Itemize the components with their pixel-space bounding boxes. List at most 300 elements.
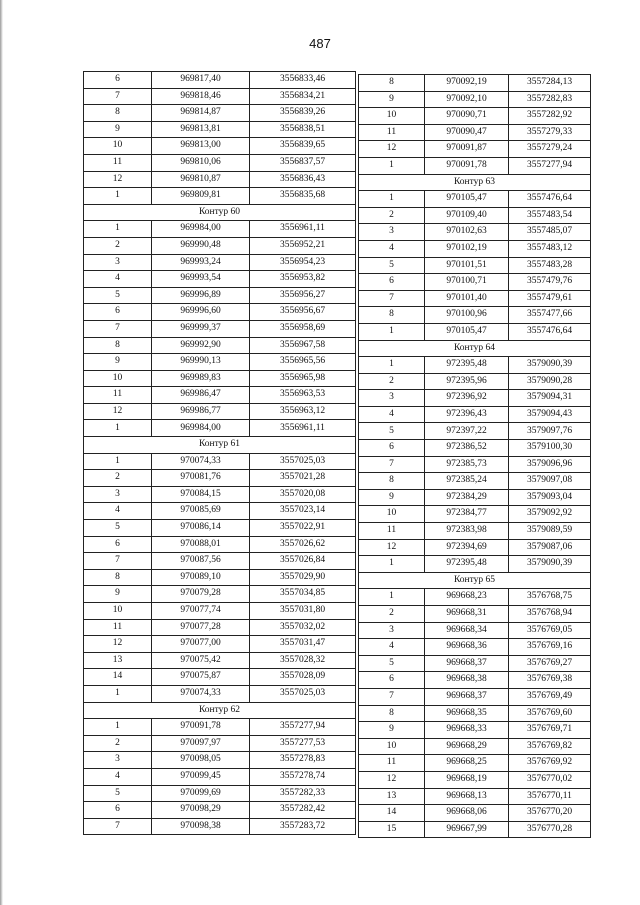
table-row (359, 606, 591, 623)
y-coordinate: 3557282,42 (250, 802, 356, 819)
x-coordinate: 970077,28 (152, 619, 250, 636)
table-row (84, 818, 356, 835)
x-coordinate: 970081,76 (152, 470, 250, 487)
table-row (84, 88, 356, 105)
point-number: 5 (359, 257, 425, 274)
table-row (359, 672, 591, 689)
y-coordinate: 3556838,51 (250, 121, 356, 138)
x-coordinate: 969996,60 (152, 304, 250, 321)
coordinates-table-right-body (359, 75, 591, 838)
table-row (84, 536, 356, 553)
x-coordinate: 969817,40 (152, 72, 250, 89)
table-row (84, 387, 356, 404)
point-number: 1 (359, 556, 425, 573)
x-coordinate: 969984,00 (152, 420, 250, 437)
y-coordinate: 3556961,11 (250, 221, 356, 238)
contour-header-row (84, 204, 356, 221)
table-row (359, 473, 591, 490)
y-coordinate: 3557025,03 (250, 685, 356, 702)
point-number: 6 (359, 274, 425, 291)
y-coordinate: 3557031,80 (250, 603, 356, 620)
point-number: 2 (84, 470, 152, 487)
x-coordinate: 970085,69 (152, 503, 250, 520)
y-coordinate: 3579094,43 (509, 406, 591, 423)
y-coordinate: 3557025,03 (250, 453, 356, 470)
table-row (84, 685, 356, 702)
y-coordinate: 3556837,57 (250, 154, 356, 171)
x-coordinate: 972385,73 (425, 456, 509, 473)
point-number: 3 (359, 224, 425, 241)
point-number: 1 (359, 323, 425, 340)
coordinates-table-left-body (84, 72, 356, 835)
point-number: 2 (359, 207, 425, 224)
point-number: 6 (359, 672, 425, 689)
x-coordinate: 970101,51 (425, 257, 509, 274)
y-coordinate: 3556965,56 (250, 354, 356, 371)
y-coordinate: 3556954,23 (250, 254, 356, 271)
contour-title: Контур 60 (84, 204, 356, 221)
table-row (84, 188, 356, 205)
x-coordinate: 969992,90 (152, 337, 250, 354)
table-row (84, 752, 356, 769)
y-coordinate: 3556839,65 (250, 138, 356, 155)
x-coordinate: 969668,36 (425, 639, 509, 656)
y-coordinate: 3557028,32 (250, 652, 356, 669)
table-row (359, 323, 591, 340)
table-row (359, 771, 591, 788)
x-coordinate: 969668,25 (425, 755, 509, 772)
table-row (359, 423, 591, 440)
y-coordinate: 3556839,26 (250, 105, 356, 122)
x-coordinate: 970092,10 (425, 91, 509, 108)
y-coordinate: 3556961,11 (250, 420, 356, 437)
x-coordinate: 970098,38 (152, 818, 250, 835)
contour-header-row (84, 702, 356, 719)
table-row (359, 257, 591, 274)
y-coordinate: 3557278,74 (250, 768, 356, 785)
x-coordinate: 972395,96 (425, 373, 509, 390)
y-coordinate: 3556836,43 (250, 171, 356, 188)
point-number: 2 (359, 606, 425, 623)
x-coordinate: 970092,19 (425, 75, 509, 92)
point-number: 13 (84, 652, 152, 669)
x-coordinate: 969818,46 (152, 88, 250, 105)
x-coordinate: 969668,06 (425, 805, 509, 822)
table-row (84, 105, 356, 122)
point-number: 12 (84, 403, 152, 420)
table-row (84, 669, 356, 686)
x-coordinate: 972386,52 (425, 440, 509, 457)
table-row (359, 622, 591, 639)
table-row (84, 337, 356, 354)
table-row (359, 821, 591, 838)
point-number: 3 (359, 622, 425, 639)
x-coordinate: 969668,37 (425, 655, 509, 672)
x-coordinate: 969668,23 (425, 589, 509, 606)
table-row (84, 453, 356, 470)
x-coordinate: 970074,33 (152, 685, 250, 702)
point-number: 1 (359, 157, 425, 174)
x-coordinate: 972384,77 (425, 506, 509, 523)
table-row (84, 154, 356, 171)
y-coordinate: 3556963,53 (250, 387, 356, 404)
y-coordinate: 3557029,90 (250, 569, 356, 586)
x-coordinate: 970077,00 (152, 636, 250, 653)
table-row (359, 589, 591, 606)
y-coordinate: 3579100,30 (509, 440, 591, 457)
point-number: 5 (359, 423, 425, 440)
table-row (84, 271, 356, 288)
table-row (84, 470, 356, 487)
y-coordinate: 3576770,28 (509, 821, 591, 838)
table-row (359, 373, 591, 390)
contour-header-row (359, 572, 591, 589)
point-number: 1 (84, 188, 152, 205)
table-row (84, 636, 356, 653)
y-coordinate: 3556956,67 (250, 304, 356, 321)
x-coordinate: 970086,14 (152, 520, 250, 537)
y-coordinate: 3576769,27 (509, 655, 591, 672)
table-row (84, 221, 356, 238)
table-row (84, 72, 356, 89)
point-number: 7 (84, 553, 152, 570)
y-coordinate: 3557026,84 (250, 553, 356, 570)
x-coordinate: 969668,35 (425, 705, 509, 722)
point-number: 8 (359, 75, 425, 92)
table-row (359, 639, 591, 656)
y-coordinate: 3557483,28 (509, 257, 591, 274)
table-row (359, 755, 591, 772)
point-number: 4 (359, 639, 425, 656)
y-coordinate: 3557278,83 (250, 752, 356, 769)
y-coordinate: 3576769,05 (509, 622, 591, 639)
table-row (359, 556, 591, 573)
scan-edge-shadow (0, 0, 3, 905)
point-number: 1 (84, 453, 152, 470)
y-coordinate: 3556965,98 (250, 370, 356, 387)
point-number: 6 (84, 802, 152, 819)
point-number: 9 (359, 91, 425, 108)
table-row (84, 768, 356, 785)
point-number: 8 (359, 307, 425, 324)
x-coordinate: 969813,00 (152, 138, 250, 155)
table-row (359, 440, 591, 457)
point-number: 11 (359, 755, 425, 772)
table-row (84, 553, 356, 570)
point-number: 2 (359, 373, 425, 390)
point-number: 7 (359, 290, 425, 307)
x-coordinate: 970090,47 (425, 124, 509, 141)
x-coordinate: 969810,87 (152, 171, 250, 188)
x-coordinate: 969668,31 (425, 606, 509, 623)
coordinates-table-left (83, 71, 356, 835)
y-coordinate: 3557277,94 (250, 719, 356, 736)
y-coordinate: 3556952,21 (250, 237, 356, 254)
table-row (359, 75, 591, 92)
y-coordinate: 3579090,28 (509, 373, 591, 390)
y-coordinate: 3576769,16 (509, 639, 591, 656)
table-row (84, 802, 356, 819)
y-coordinate: 3576770,20 (509, 805, 591, 822)
contour-title: Контур 62 (84, 702, 356, 719)
x-coordinate: 969668,19 (425, 771, 509, 788)
point-number: 9 (84, 354, 152, 371)
table-row (359, 805, 591, 822)
point-number: 13 (359, 788, 425, 805)
y-coordinate: 3557479,76 (509, 274, 591, 291)
x-coordinate: 969993,54 (152, 271, 250, 288)
point-number: 4 (84, 768, 152, 785)
point-number: 10 (359, 738, 425, 755)
y-coordinate: 3579096,96 (509, 456, 591, 473)
x-coordinate: 972395,48 (425, 556, 509, 573)
point-number: 12 (359, 539, 425, 556)
coordinates-table-right (358, 74, 591, 838)
x-coordinate: 969668,34 (425, 622, 509, 639)
table-row (359, 539, 591, 556)
table-row (359, 489, 591, 506)
table-row (84, 171, 356, 188)
x-coordinate: 969667,99 (425, 821, 509, 838)
x-coordinate: 969813,81 (152, 121, 250, 138)
table-row (359, 191, 591, 208)
point-number: 5 (359, 655, 425, 672)
x-coordinate: 970105,47 (425, 323, 509, 340)
x-coordinate: 969999,37 (152, 320, 250, 337)
table-row (84, 403, 356, 420)
y-coordinate: 3557485,07 (509, 224, 591, 241)
point-number: 6 (359, 440, 425, 457)
point-number: 8 (84, 105, 152, 122)
point-number: 10 (359, 108, 425, 125)
y-coordinate: 3556963,12 (250, 403, 356, 420)
x-coordinate: 969668,37 (425, 688, 509, 705)
point-number: 8 (359, 473, 425, 490)
table-row (84, 719, 356, 736)
table-row (359, 124, 591, 141)
x-coordinate: 969668,33 (425, 722, 509, 739)
x-coordinate: 972397,22 (425, 423, 509, 440)
x-coordinate: 970075,42 (152, 652, 250, 669)
table-row (359, 357, 591, 374)
point-number: 5 (84, 287, 152, 304)
table-row (359, 688, 591, 705)
x-coordinate: 970105,47 (425, 191, 509, 208)
y-coordinate: 3557282,92 (509, 108, 591, 125)
x-coordinate: 970077,74 (152, 603, 250, 620)
y-coordinate: 3576769,71 (509, 722, 591, 739)
point-number: 11 (84, 154, 152, 171)
table-row (84, 237, 356, 254)
x-coordinate: 970102,19 (425, 240, 509, 257)
contour-title: Контур 65 (359, 572, 591, 589)
point-number: 10 (84, 370, 152, 387)
x-coordinate: 970088,01 (152, 536, 250, 553)
x-coordinate: 970075,87 (152, 669, 250, 686)
x-coordinate: 970100,71 (425, 274, 509, 291)
contour-header-row (359, 340, 591, 357)
y-coordinate: 3557032,02 (250, 619, 356, 636)
table-row (84, 486, 356, 503)
x-coordinate: 970109,40 (425, 207, 509, 224)
table-row (84, 503, 356, 520)
point-number: 7 (84, 88, 152, 105)
point-number: 7 (359, 456, 425, 473)
point-number: 12 (359, 771, 425, 788)
y-coordinate: 3557279,24 (509, 141, 591, 158)
x-coordinate: 970074,33 (152, 453, 250, 470)
point-number: 4 (359, 406, 425, 423)
x-coordinate: 969810,06 (152, 154, 250, 171)
point-number: 9 (359, 489, 425, 506)
point-number: 9 (84, 586, 152, 603)
x-coordinate: 970091,78 (152, 719, 250, 736)
y-coordinate: 3556835,68 (250, 188, 356, 205)
y-coordinate: 3557479,61 (509, 290, 591, 307)
table-row (359, 290, 591, 307)
point-number: 10 (84, 603, 152, 620)
table-row (359, 738, 591, 755)
x-coordinate: 970079,28 (152, 586, 250, 603)
x-coordinate: 970090,71 (425, 108, 509, 125)
table-row (359, 406, 591, 423)
x-coordinate: 970091,87 (425, 141, 509, 158)
x-coordinate: 970087,56 (152, 553, 250, 570)
y-coordinate: 3579092,92 (509, 506, 591, 523)
x-coordinate: 969989,83 (152, 370, 250, 387)
point-number: 10 (359, 506, 425, 523)
point-number: 10 (84, 138, 152, 155)
contour-header-row (84, 437, 356, 454)
point-number: 11 (84, 619, 152, 636)
point-number: 5 (84, 520, 152, 537)
contour-title: Контур 63 (359, 174, 591, 191)
point-number: 11 (84, 387, 152, 404)
y-coordinate: 3579094,31 (509, 390, 591, 407)
point-number: 3 (359, 390, 425, 407)
table-row (359, 788, 591, 805)
point-number: 1 (84, 221, 152, 238)
table-row (84, 354, 356, 371)
x-coordinate: 972385,24 (425, 473, 509, 490)
y-coordinate: 3576769,82 (509, 738, 591, 755)
point-number: 7 (84, 818, 152, 835)
point-number: 12 (359, 141, 425, 158)
point-number: 2 (84, 237, 152, 254)
point-number: 8 (84, 569, 152, 586)
table-row (359, 307, 591, 324)
table-row (84, 735, 356, 752)
table-row (84, 603, 356, 620)
x-coordinate: 969668,29 (425, 738, 509, 755)
point-number: 5 (84, 785, 152, 802)
point-number: 4 (359, 240, 425, 257)
table-row (359, 705, 591, 722)
y-coordinate: 3579097,08 (509, 473, 591, 490)
table-row (359, 274, 591, 291)
y-coordinate: 3557477,66 (509, 307, 591, 324)
table-row (84, 320, 356, 337)
y-coordinate: 3557034,85 (250, 586, 356, 603)
table-row (84, 254, 356, 271)
point-number: 1 (359, 589, 425, 606)
y-coordinate: 3557282,33 (250, 785, 356, 802)
table-row (84, 569, 356, 586)
x-coordinate: 972396,43 (425, 406, 509, 423)
table-row (84, 520, 356, 537)
y-coordinate: 3579093,04 (509, 489, 591, 506)
x-coordinate: 972396,92 (425, 390, 509, 407)
y-coordinate: 3579089,59 (509, 523, 591, 540)
point-number: 2 (84, 735, 152, 752)
point-number: 7 (84, 320, 152, 337)
contour-header-row (359, 174, 591, 191)
y-coordinate: 3576769,38 (509, 672, 591, 689)
y-coordinate: 3557277,53 (250, 735, 356, 752)
point-number: 7 (359, 688, 425, 705)
y-coordinate: 3576770,02 (509, 771, 591, 788)
x-coordinate: 970099,69 (152, 785, 250, 802)
y-coordinate: 3579087,06 (509, 539, 591, 556)
table-row (84, 420, 356, 437)
point-number: 6 (84, 72, 152, 89)
point-number: 12 (84, 636, 152, 653)
table-row (359, 390, 591, 407)
point-number: 3 (84, 752, 152, 769)
y-coordinate: 3557023,14 (250, 503, 356, 520)
x-coordinate: 970098,29 (152, 802, 250, 819)
x-coordinate: 972395,48 (425, 357, 509, 374)
x-coordinate: 969984,00 (152, 221, 250, 238)
table-row (84, 121, 356, 138)
point-number: 15 (359, 821, 425, 838)
table-row (84, 370, 356, 387)
table-row (359, 207, 591, 224)
table-row (359, 506, 591, 523)
x-coordinate: 970084,15 (152, 486, 250, 503)
y-coordinate: 3557476,64 (509, 323, 591, 340)
y-coordinate: 3557284,13 (509, 75, 591, 92)
point-number: 1 (359, 357, 425, 374)
table-row (359, 722, 591, 739)
table-row (84, 785, 356, 802)
x-coordinate: 970091,78 (425, 157, 509, 174)
table-row (84, 619, 356, 636)
x-coordinate: 972383,98 (425, 523, 509, 540)
y-coordinate: 3576770,11 (509, 788, 591, 805)
x-coordinate: 969814,87 (152, 105, 250, 122)
point-number: 3 (84, 486, 152, 503)
y-coordinate: 3576769,49 (509, 688, 591, 705)
y-coordinate: 3557277,94 (509, 157, 591, 174)
x-coordinate: 969990,48 (152, 237, 250, 254)
point-number: 1 (84, 719, 152, 736)
table-row (84, 652, 356, 669)
point-number: 6 (84, 536, 152, 553)
y-coordinate: 3576769,60 (509, 705, 591, 722)
y-coordinate: 3557282,83 (509, 91, 591, 108)
table-row (359, 240, 591, 257)
y-coordinate: 3576768,94 (509, 606, 591, 623)
y-coordinate: 3556953,82 (250, 271, 356, 288)
x-coordinate: 969809,81 (152, 188, 250, 205)
x-coordinate: 969986,47 (152, 387, 250, 404)
x-coordinate: 969668,13 (425, 788, 509, 805)
page-number: 487 (309, 36, 331, 51)
y-coordinate: 3557020,08 (250, 486, 356, 503)
x-coordinate: 969996,89 (152, 287, 250, 304)
y-coordinate: 3556834,21 (250, 88, 356, 105)
